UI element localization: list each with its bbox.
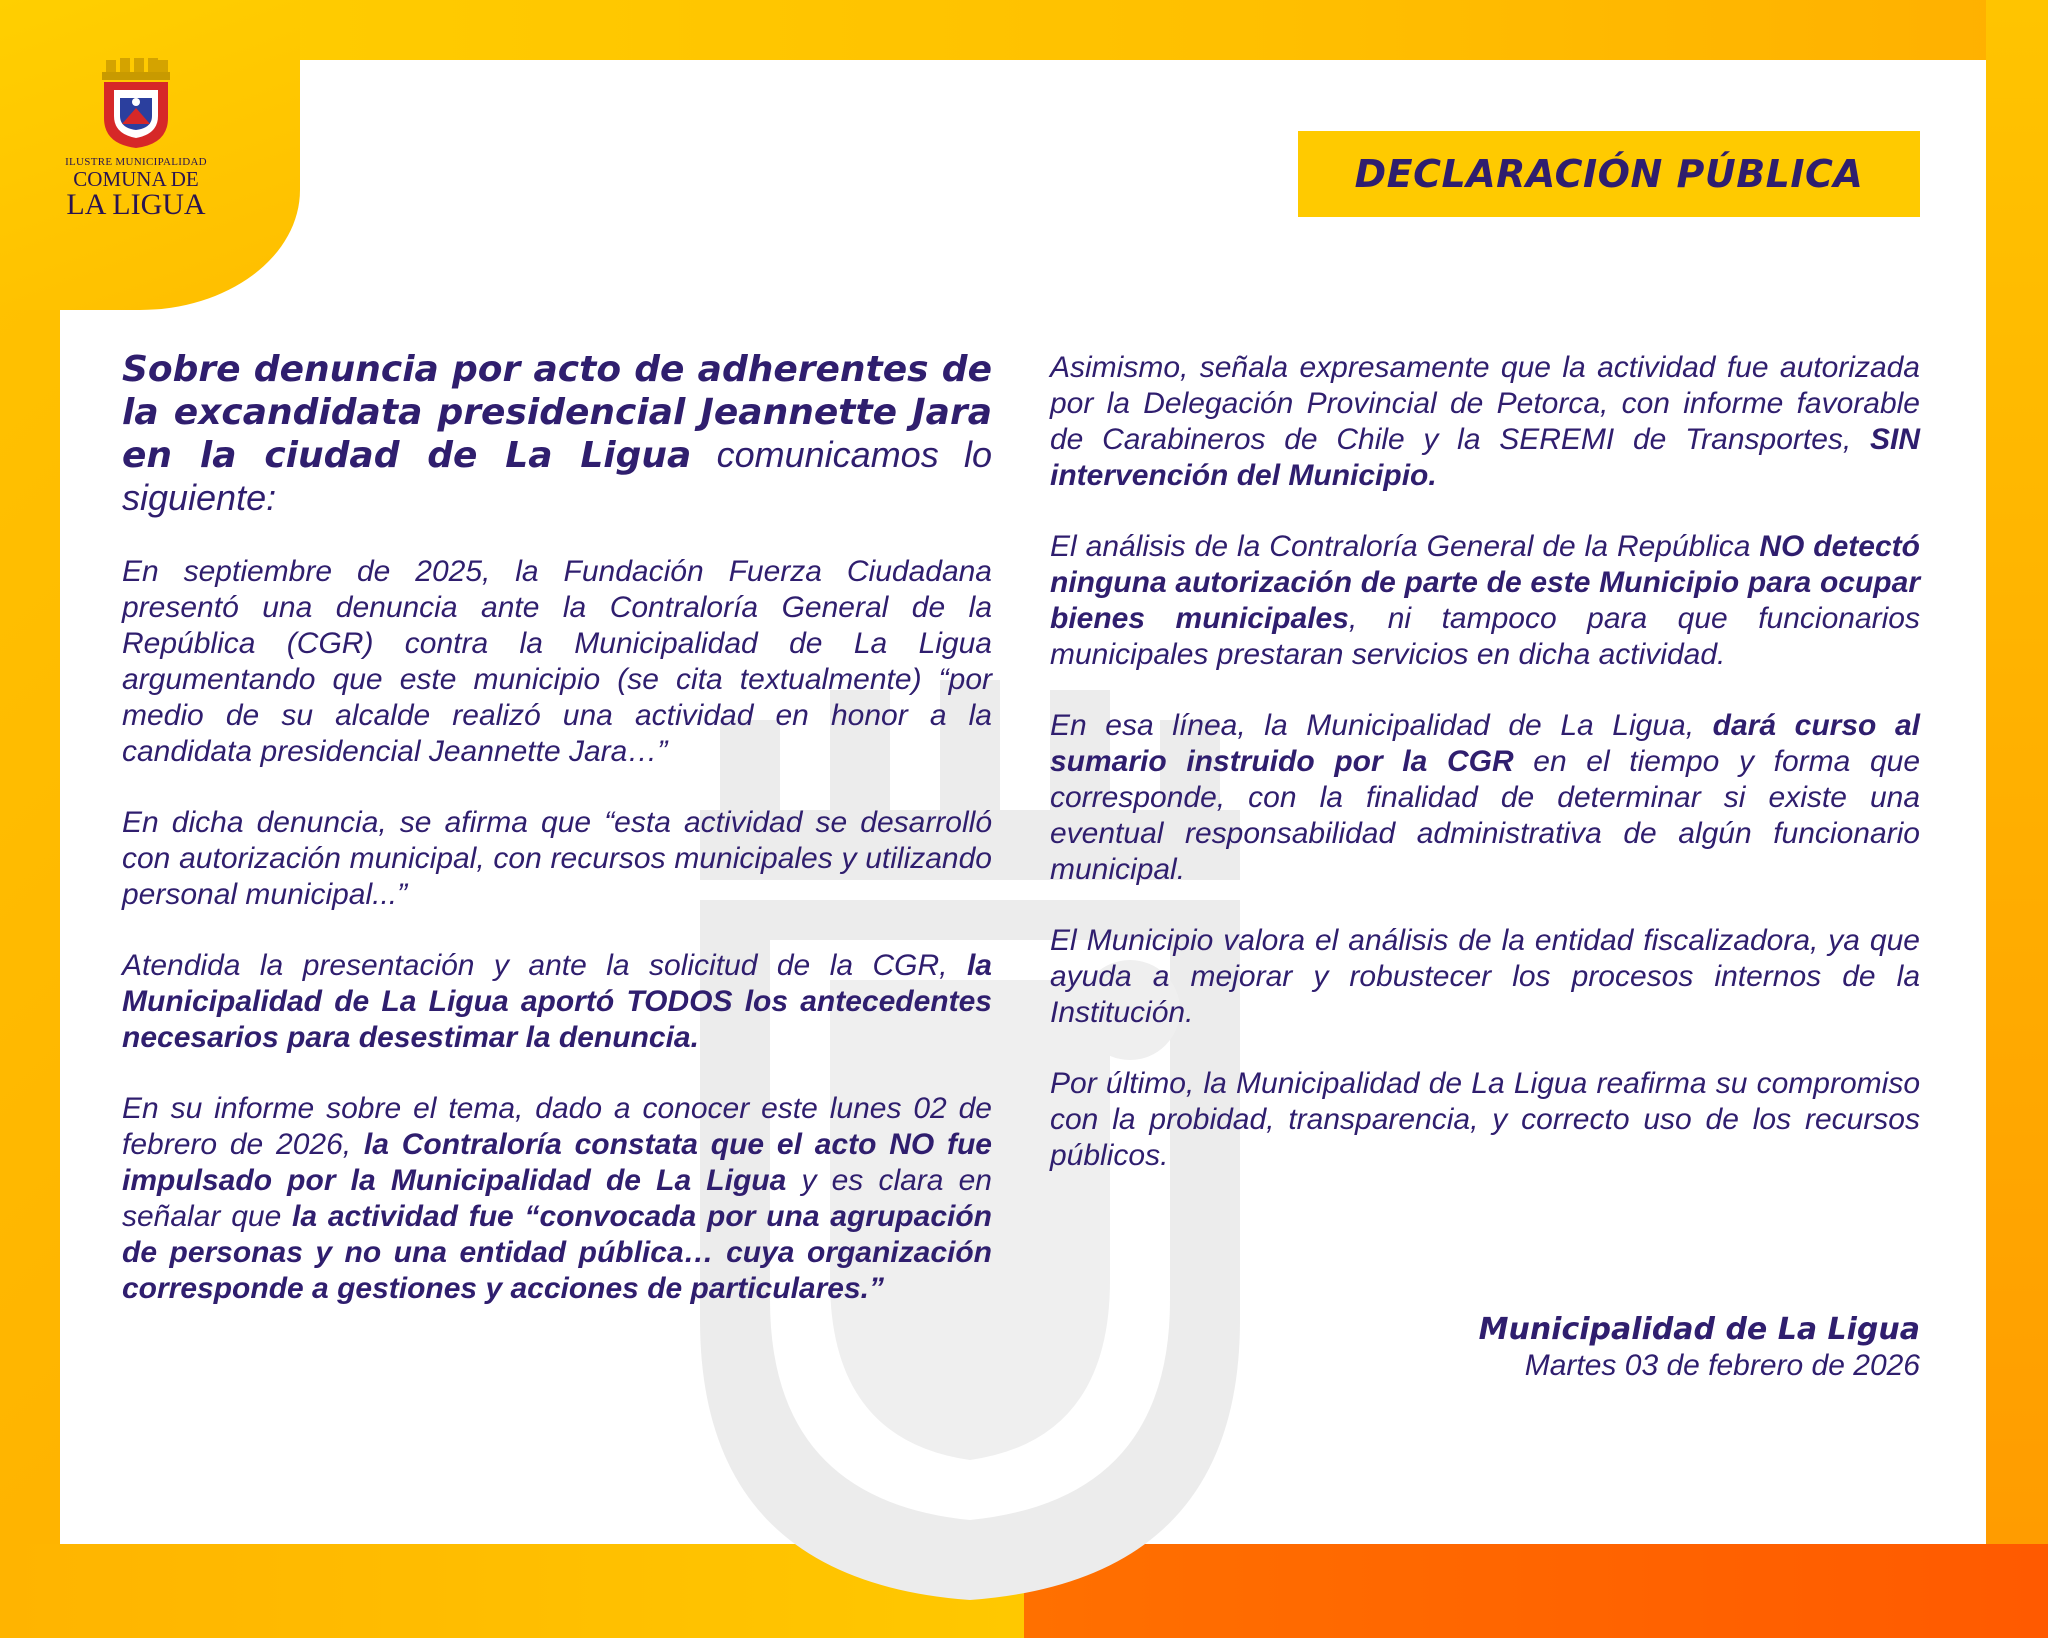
right-paragraph-1 (1050, 350, 1920, 494)
p4-bold-b: la actividad fue “convocada por una agrupación de personas y no una entidad pública… cuya organización corresponde a gestiones y acciones de particulares.” (122, 1200, 992, 1305)
p4-text-a: En su informe sobre el tema, dado a conocer este lunes 02 de febrero de 2026, (122, 1092, 992, 1161)
coat-of-arms-icon (98, 58, 174, 150)
signature-org: Municipalidad de La Ligua (1478, 1312, 1920, 1347)
r1-text: Asimismo, señala expresamente que la actividad fue autorizada por la Delegación Provincial de Petorca, con informe favorable de Carabineros de Chile y la SEREMI de Transportes, (1050, 351, 1920, 456)
top-frame (0, 0, 2048, 60)
municipal-logo (56, 58, 216, 248)
left-paragraph-1: En septiembre de 2025, la Fundación Fuerza Ciudadana presentó una denuncia ante la Contraloría General de la República (CGR) contra la Municipalidad de La Ligua argumentando que este municipio (se cita textualmente) “por medio de su alcalde realizó una actividad en honor a la candidata presidencial Jeannette Jara…” (122, 555, 992, 768)
r2-bold: NO detectó ninguna autorización de parte de este Municipio para ocupar bienes municipales (1050, 530, 1920, 635)
right-column (1050, 350, 1920, 1209)
right-paragraph-5: Por último, la Municipalidad de La Ligua reafirma su compromiso con la probidad, transparencia, y correcto uso de los recursos públicos. (1050, 1067, 1920, 1172)
logo-line-3: LA LIGUA (66, 188, 206, 221)
left-paragraph-2: En dicha denuncia, se afirma que “esta actividad se desarrolló con autorización municipal, con recursos municipales y utilizando personal municipal...” (122, 806, 992, 911)
p3-bold: la Municipalidad de La Ligua aportó TODOS los antecedentes necesarios para desestimar la denuncia. (122, 949, 992, 1054)
logo-line-1: ILUSTRE MUNICIPALIDAD (65, 156, 207, 168)
r3-text-b: en el tiempo y forma que corresponde, con la finalidad de determinar si existe una eventual responsabilidad administrativa de algún funcionario municipal. (1050, 745, 1921, 886)
signature-date: Martes 03 de febrero de 2026 (1524, 1349, 1920, 1382)
left-paragraph-4 (122, 1091, 992, 1307)
declaration-tag (1298, 131, 1920, 217)
left-column (122, 348, 992, 1342)
r3-bold: dará curso al sumario instruido por la CGR (1050, 709, 1920, 778)
right-frame (1986, 0, 2048, 1544)
right-paragraph-3 (1050, 708, 1920, 888)
signature-block (1300, 1312, 1920, 1384)
p4-text-b: y es clara en señalar que (122, 1164, 992, 1233)
r2-text-a: El análisis de la Contraloría General de la República (1050, 530, 1760, 563)
heading-rest: comunicamos lo siguiente: (122, 434, 993, 518)
p3-text: Atendida la presentación y ante la solicitud de la CGR, (122, 949, 967, 982)
logo-line-2: COMUNA DE (73, 167, 199, 191)
declaration-title: DECLARACIÓN PÚBLICA (1354, 152, 1864, 196)
statement-heading (122, 348, 992, 519)
right-paragraph-2 (1050, 529, 1920, 673)
r3-text-a: En esa línea, la Municipalidad de La Ligua, (1050, 709, 1713, 742)
right-paragraph-4: El Municipio valora el análisis de la entidad fiscalizadora, ya que ayuda a mejorar y robustecer los procesos internos de la Institución. (1050, 924, 1920, 1029)
p4-bold-a: la Contraloría constata que el acto NO fue impulsado por la Municipalidad de La Ligua (122, 1128, 992, 1197)
r2-text-b: , ni tampoco para que funcionarios municipales prestaran servicios en dicha actividad. (1050, 602, 1920, 671)
heading-bold: Sobre denuncia por acto de adherentes de la excandidata presidencial Jeannette Jara en la ciudad de La Ligua (122, 349, 992, 476)
r1-bold: SIN intervención del Municipio. (1050, 423, 1920, 492)
left-paragraph-3 (122, 948, 992, 1056)
